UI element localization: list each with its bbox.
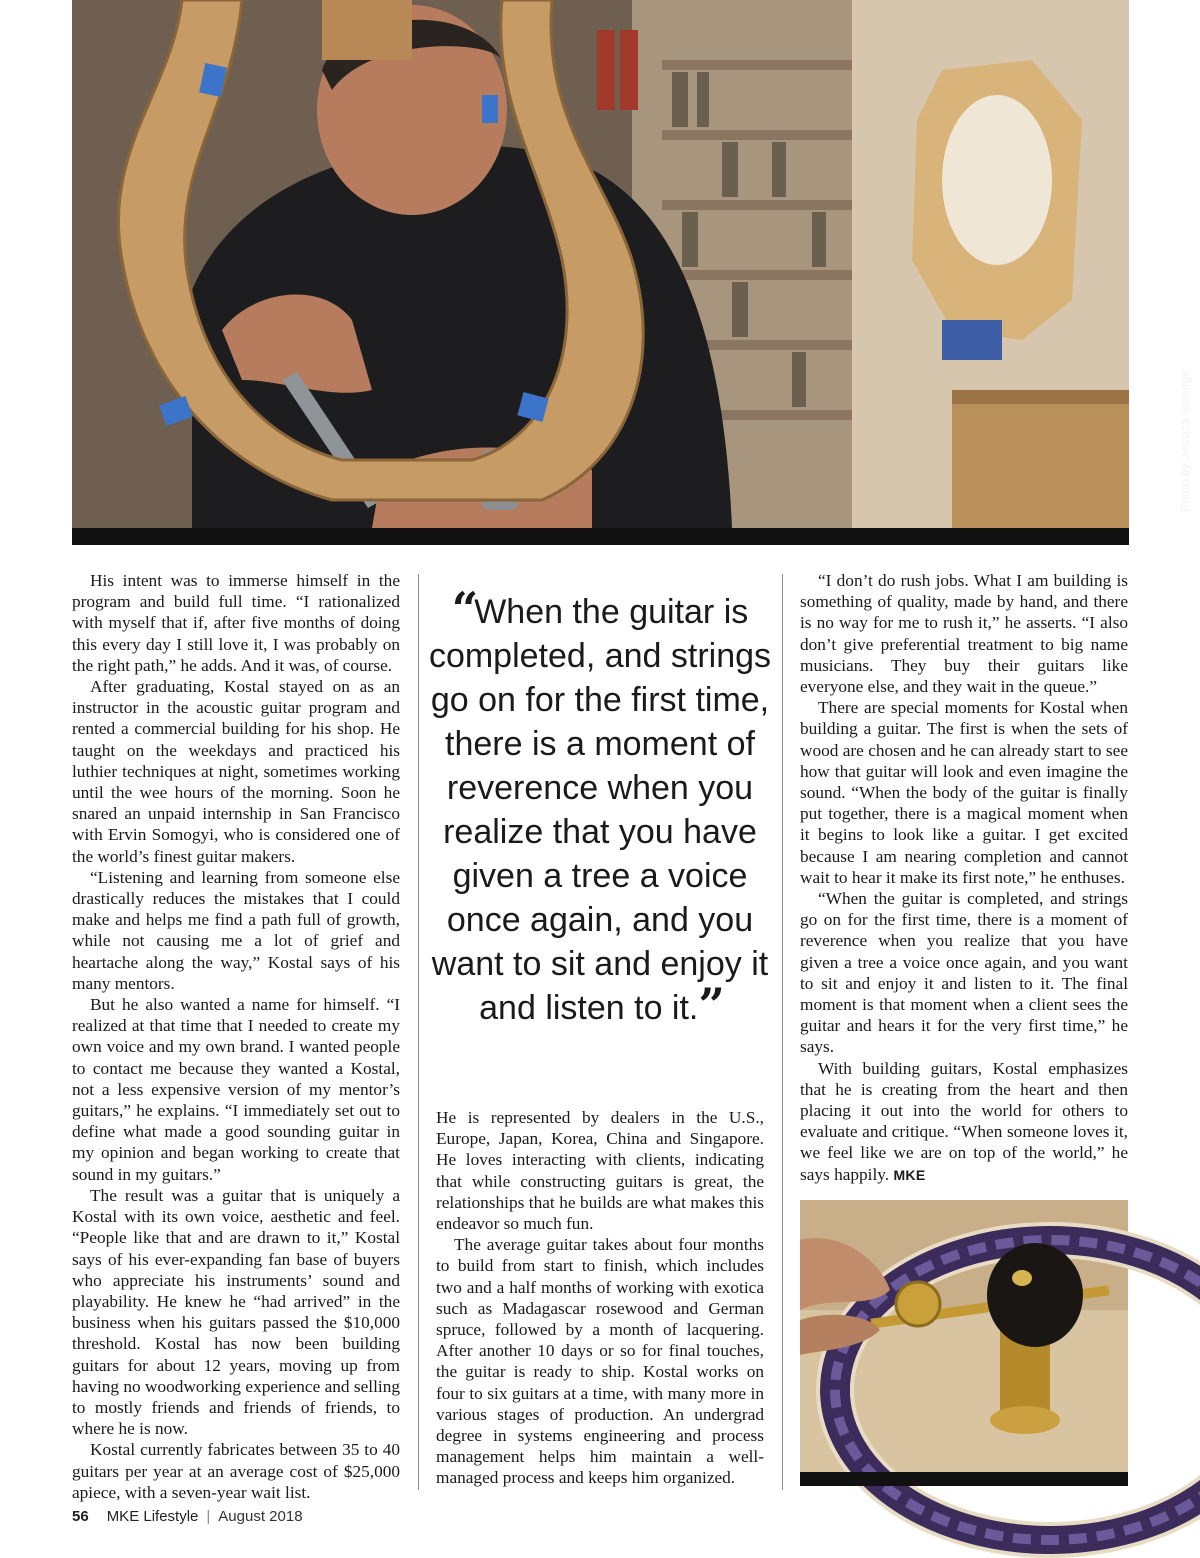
footer-separator: | [206,1507,211,1525]
hero-photo [72,0,1192,528]
rosette-photo-band [800,1472,1128,1486]
pull-quote [428,582,772,1032]
paragraph: Kostal currently fabricates between 35 to 40 guitars per year at an average cost of $25,000 apiece, with a seven-year wait list. [72,1440,400,1502]
paragraph: He is represented by dealers in the U.S., Europe, Japan, Korea, China and Singapore. He loves interacting with clients, indicating that while constructing guitars is great, the relationships that he builds are what makes this endeavor so much fun. [436,1108,764,1234]
hero-photo-illustration [72,0,1129,528]
pull-quote-text: When the guitar is completed, and strings go on for the first time, there is a moment of reverence when you realize that you have given a tree a voice once again, and you want to sit and enjoy it and listen to it. [428,593,772,1027]
page-number: 56 [72,1507,89,1525]
article-column-3 [800,570,1128,1186]
column-divider [782,574,783,1490]
article-column-2 [436,1107,764,1489]
close-quote-mark: ” [698,978,721,1032]
paragraph: The average guitar takes about four months to build from start to finish, which includes two and a half months of working with exotica such as Madagascar rosewood and German spruce, followed by a month of lacquering. After another 10 days or so for final touches, the guitar is ready to ship. Kostal works on four to six guitars at a time, with many more in various stages of production. An undergrad degree in systems engineering and process management helps him maintain a well-managed process and keeps him organized. [436,1235,764,1488]
paragraph-last-text: With building guitars, Kostal emphasizes that he is creating from the heart and then placing it out into the world for others to evaluate and critique. “When someone loves it, we feel like we are on top of the world,” he says happily. [800,1058,1128,1184]
rosette-photo [800,1200,1128,1472]
paragraph: “Listening and learning from someone else drastically reduces the mistakes that I could make and helps me find a path full of growth, while not causing me a lot of grief and heartache along the way,” Kostal says of his many mentors. [72,867,400,993]
paragraph: “When the guitar is completed, and strings go on for the first time, there is a moment of reverence when you realize that you have given a tree a voice once again, and you want to sit and enjoy it and listen to it. The final moment is that moment when a client sees the guitar and hears it for the very first time,” he says. [800,889,1128,1057]
article-column-1 [72,570,400,1503]
end-mark: MKE [893,1166,926,1183]
paragraph: His intent was to immerse himself in the program and build full time. “I rationalized with myself that if, after five months of doing this every day I still love it, I was probably on the right path,” he adds. And it was, of course. [72,571,400,675]
hero-photo-band [72,528,1129,545]
issue-date: August 2018 [218,1507,303,1525]
paragraph: But he also wanted a name for himself. “I realized at that time that I needed to create my own voice and my own brand. I wanted people to contact me because they wanted a Kostal, not a less expensive version of my mentor’s guitars,” he explains. “I immediately set out to define what made a good sounding guitar in my opinion and began working to create that sound in my guitars.” [72,995,400,1184]
open-quote-mark: “ [451,582,475,636]
paragraph: The result was a guitar that is uniquely a Kostal with its own voice, aesthetic and feel. “People like that and are drawn to it,” Kostal says of his ever-expanding fan base of buyers who appreciate his instruments’ sound and playability. He knew he “had arrived” in the business when his guitars passed the $10,000 threshold. Kostal has now been building guitars for about 12 years, moving up from having no woodworking experience and selling to mostly friends and friends of friends, to where he is now. [72,1185,400,1439]
publication-name: MKE Lifestyle [106,1507,199,1525]
photo-credit: Photo by Jessica Savidge [1178,369,1192,512]
column-divider [418,574,419,1490]
paragraph: There are special moments for Kostal when building a guitar. The first is when the sets of wood are chosen and he can already start to see how that guitar will look and even imagine the sound. “When the body of the guitar is finally put together, there is a magical moment when it begins to look like a guitar. I get excited because I am nearing completion and cannot wait to hear it make its first note,” he enthuses. [800,698,1128,887]
page-footer [72,1505,303,1527]
paragraph: “I don’t do rush jobs. What I am building is something of quality, made by hand, and there is no way for me to rush it,” he asserts. “I also don’t give preferential treatment to big name musicians. They buy their guitars like everyone else, and they wait in the queue.” [800,571,1128,697]
paragraph-last [800,1058,1128,1186]
paragraph: After graduating, Kostal stayed on as an instructor in the acoustic guitar program and rented a commercial building for his shop. He taught on the weekdays and practiced his luthier techniques at night, sometimes working until the wee hours of the morning. Soon he snared an unpaid internship in San Francisco with Ervin Somogyi, who is considered one of the world’s finest guitar makers. [72,677,400,866]
rosette-photo-illustration [800,1200,1128,1472]
